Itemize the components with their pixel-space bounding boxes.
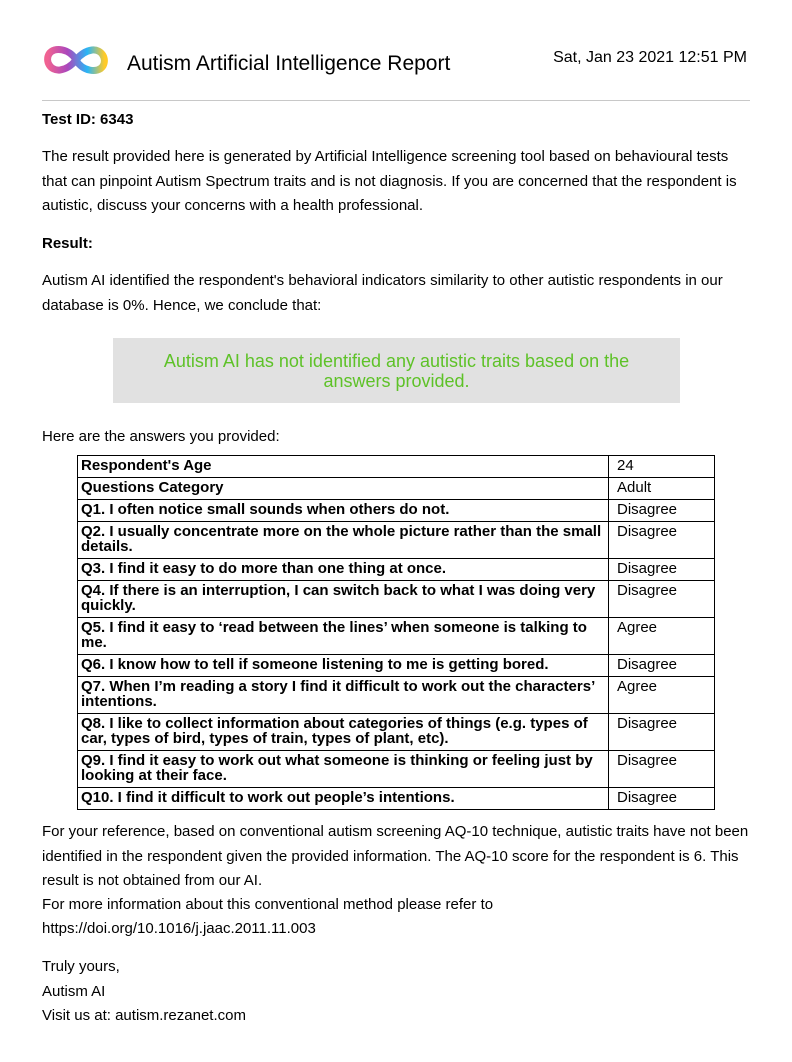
answer-cell: Agree [609, 618, 715, 655]
answer-cell: Disagree [609, 522, 715, 559]
table-row [78, 456, 715, 478]
table-row [78, 788, 715, 810]
report-header [0, 0, 792, 100]
answer-cell: Disagree [609, 559, 715, 581]
result-heading: Result: [42, 235, 93, 252]
answer-cell: Disagree [609, 581, 715, 618]
intro-paragraph: The result provided here is generated by Artificial Intelligence screening tool based on behavioural tests that can pinpoint Autism Spectrum traits and is not diagnosis. If you are concerned that the respondent is autistic, discuss your concerns with a health professional. [42, 148, 737, 214]
answer-cell: Disagree [609, 788, 715, 810]
table-row [78, 581, 715, 618]
answer-cell: Agree [609, 677, 715, 714]
doi-link[interactable]: https://doi.org/10.1016/j.jaac.2011.11.003 [42, 920, 316, 937]
table-row [78, 618, 715, 655]
infinity-logo-icon [40, 40, 112, 80]
header-divider [42, 100, 750, 101]
question-cell: Respondent's Age [78, 456, 609, 478]
more-info-text: For more information about this conventional method please refer to [42, 896, 494, 913]
conclusion-text: Autism AI has not identified any autistic traits based on the answers provided. [163, 350, 630, 391]
result-paragraph: Autism AI identified the respondent's behavioral indicators similarity to other autistic respondents in our database is 0%. Hence, we conclude that: [42, 272, 723, 314]
test-id: Test ID: 6343 [42, 111, 134, 128]
report-title: Autism Artificial Intelligence Report [127, 52, 451, 75]
question-cell: Q8. I like to collect information about categories of things (e.g. types of car, types of bird, types of train, types of plant, etc). [78, 714, 609, 751]
answers-table [77, 455, 715, 810]
table-row [78, 751, 715, 788]
question-cell: Q6. I know how to tell if someone listening to me is getting bored. [78, 655, 609, 677]
answer-cell: Disagree [609, 751, 715, 788]
report-datetime: Sat, Jan 23 2021 12:51 PM [553, 49, 747, 66]
table-row [78, 677, 715, 714]
question-cell: Q4. If there is an interruption, I can switch back to what I was doing very quickly. [78, 581, 609, 618]
answer-cell: Disagree [609, 655, 715, 677]
table-row [78, 500, 715, 522]
conclusion-box [113, 338, 680, 403]
closing-text: Truly yours, [42, 958, 120, 975]
table-row [78, 478, 715, 500]
answer-cell: Disagree [609, 500, 715, 522]
question-cell: Q7. When I’m reading a story I find it difficult to work out the characters’ intentions. [78, 677, 609, 714]
question-cell: Q1. I often notice small sounds when others do not. [78, 500, 609, 522]
question-cell: Q9. I find it easy to work out what someone is thinking or feeling just by looking at their face. [78, 751, 609, 788]
table-row [78, 559, 715, 581]
reference-paragraph: For your reference, based on conventional autism screening AQ-10 technique, autistic traits have not been identified in the respondent given the provided information. The AQ-10 score for the respondent is 6. This result is not obtained from our AI. [42, 823, 749, 889]
table-row [78, 522, 715, 559]
question-cell: Q10. I find it difficult to work out people’s intentions. [78, 788, 609, 810]
table-row [78, 655, 715, 677]
question-cell: Q5. I find it easy to ‘read between the lines’ when someone is talking to me. [78, 618, 609, 655]
question-cell: Q3. I find it easy to do more than one thing at once. [78, 559, 609, 581]
table-row [78, 714, 715, 751]
answers-heading: Here are the answers you provided: [42, 428, 280, 445]
answer-cell: 24 [609, 456, 715, 478]
question-cell: Q2. I usually concentrate more on the whole picture rather than the small details. [78, 522, 609, 559]
signature-text: Autism AI [42, 983, 106, 1000]
question-cell: Questions Category [78, 478, 609, 500]
visit-text: Visit us at: autism.rezanet.com [42, 1007, 246, 1024]
answer-cell: Disagree [609, 714, 715, 751]
answer-cell: Adult [609, 478, 715, 500]
